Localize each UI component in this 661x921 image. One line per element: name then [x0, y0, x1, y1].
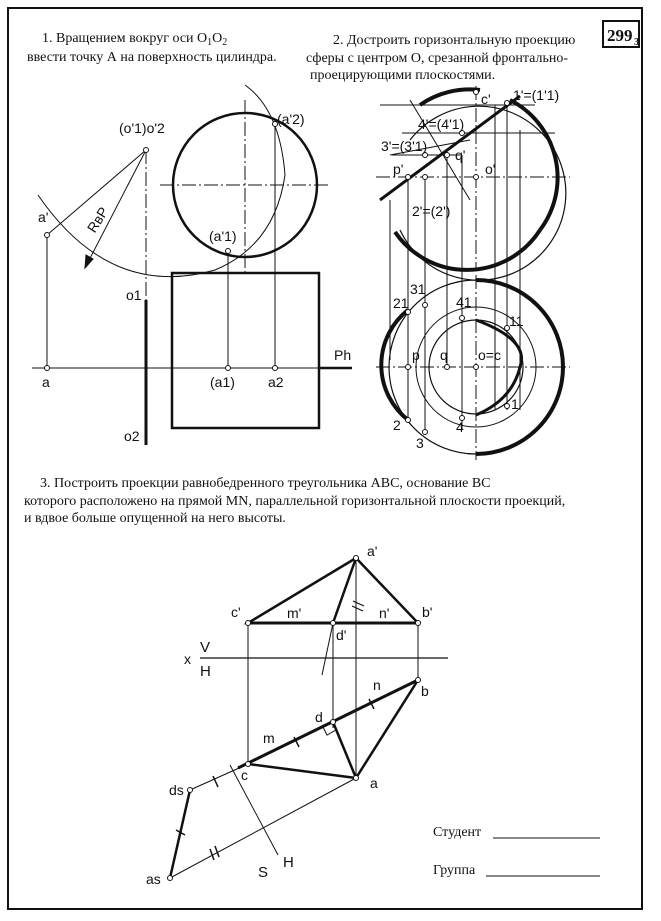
t1-point-a: [45, 366, 50, 371]
t1-label-o1o2: (o'1)o'2: [119, 120, 165, 136]
t2-label-o-prime: o': [485, 161, 496, 177]
t1-point-o2: [144, 148, 149, 153]
task2-title-line3: проецирующими плоскостями.: [310, 68, 496, 83]
t3-label-a: a: [370, 775, 378, 791]
t2-front-sphere-thick-right: [510, 100, 558, 230]
t2-pt-1-prime: [505, 101, 510, 106]
t2-label-4-prime: 4'=(4'1): [418, 116, 465, 132]
t3-label-ds: ds: [169, 782, 184, 798]
t3-label-d-prime: d': [336, 627, 347, 643]
t3-label-d: d: [315, 709, 323, 725]
t2-pt-p: [406, 365, 411, 370]
t3-label-c-prime: c': [231, 604, 241, 620]
t3-pt-a-prime: [354, 556, 359, 561]
t2-pt-p-prime: [406, 175, 411, 180]
t2-label-p-prime: p': [393, 161, 404, 177]
t3-plan-cb-side-a: [248, 764, 356, 778]
t3-pt-as: [168, 876, 173, 881]
t3-label-a-prime: a': [367, 543, 378, 559]
t3-pt-c: [246, 762, 251, 767]
t1-radius-arrow: [85, 255, 93, 268]
t2-label-11: 11: [509, 313, 524, 329]
t2-label-2-prime: 2'=(2'): [412, 203, 451, 219]
t1-label-a: a: [42, 374, 50, 390]
t3-pt-ds: [188, 788, 193, 793]
task3-title-line2: которого расположено на прямой MN, параллельной горизонтальной плоскости проекций,: [24, 494, 566, 509]
t3-tick-7: [353, 601, 364, 606]
t2-pt-1: [505, 404, 510, 409]
t1-label-a1: (a1): [210, 374, 235, 390]
t3-ds-as: [170, 790, 190, 878]
t1-label-o2: o2: [124, 428, 140, 444]
t1-label-radius: RвР: [83, 204, 112, 236]
t3-tick-8: [352, 606, 363, 611]
t2-label-q-prime: q': [455, 147, 466, 163]
task2-title-line2: сферы с центром О, срезанной фронтально-: [306, 51, 569, 66]
t1-point-a2: [273, 366, 278, 371]
t1-cylinder-rect: [172, 273, 319, 428]
t2-label-q: q: [440, 347, 448, 363]
t3-proj-d-ext: [322, 623, 333, 675]
t3-label-b-prime: b': [422, 604, 433, 620]
t2-pt-c-prime: [474, 90, 479, 95]
t3-label-h: H: [200, 663, 211, 680]
t2-pt-3: [423, 430, 428, 435]
t3-pt-d: [331, 720, 336, 725]
t1-label-a1-prime: (a'1): [209, 228, 237, 244]
t2-label-c-prime: c': [481, 91, 491, 107]
t1-label-o1: o1: [126, 287, 142, 303]
t3-label-m: m: [263, 730, 275, 746]
t3-label-b: b: [421, 683, 429, 699]
t3-label-as: as: [146, 871, 161, 887]
t2-label-1: 1: [511, 396, 519, 412]
task2-title-line1: 2. Достроить горизонтальную проекцию: [333, 33, 576, 48]
task1-drawing: [32, 85, 352, 445]
t1-point-a-prime: [45, 233, 50, 238]
t3-label-s: S: [258, 864, 269, 881]
t2-pt-2: [406, 418, 411, 423]
t2-label-2: 2: [393, 417, 401, 433]
t3-label-v: V: [200, 639, 211, 656]
sheet-number: 299: [607, 26, 633, 45]
t2-pt-31: [423, 303, 428, 308]
t2-label-3-prime: 3'=(3'1): [381, 138, 428, 154]
t3-as-a: [170, 778, 356, 878]
t3-pt-b-prime: [416, 621, 421, 626]
task3-title-line3: и вдвое больше опущенной на него высоты.: [24, 511, 286, 526]
t3-pt-d-prime: [331, 621, 336, 626]
t3-ds-c: [190, 764, 248, 790]
t3-front-triangle: [248, 558, 418, 623]
t3-right-angle: [323, 727, 336, 735]
t3-pt-a: [354, 776, 359, 781]
t2-pt-q-prime: [445, 153, 450, 158]
t3-pt-c-prime: [246, 621, 251, 626]
t2-label-p: p: [412, 347, 420, 363]
t2-front-sphere-thick-bottom: [395, 230, 540, 270]
t2-pt-o-prime: [474, 175, 479, 180]
task1-title-line1: 1. Вращением вокруг оси $O_1O_2$: [42, 31, 228, 48]
t1-label-ph: Ph: [334, 347, 352, 363]
t3-label-n: n: [373, 677, 381, 693]
t3-label-h2: H: [283, 854, 294, 871]
t2-label-1-prime: 1'=(1'1): [513, 87, 560, 103]
t2-pt-41: [460, 316, 465, 321]
t2-label-3: 3: [416, 435, 424, 451]
t2-pt-2-prime: [423, 175, 428, 180]
group-label: Группа: [433, 863, 476, 878]
task1-title-line2: ввести точку А на поверхность цилиндра.: [27, 50, 277, 65]
t3-label-c: c: [241, 767, 248, 783]
sheet-number-sub: 3: [634, 37, 639, 48]
t3-label-n-prime: n': [379, 605, 390, 621]
t2-label-31: 31: [410, 281, 426, 297]
t3-front-altitude: [333, 558, 356, 623]
t2-label-oc: o=c: [478, 347, 501, 363]
t2-label-41: 41: [456, 294, 472, 310]
t1-point-a1-prime: [226, 249, 231, 254]
t2-pt-oc: [474, 365, 479, 370]
task1-labels: [38, 111, 351, 444]
t3-label-x: x: [184, 651, 191, 667]
t2-pt-q: [445, 365, 450, 370]
t1-label-a2: a2: [268, 374, 284, 390]
t2-front-sphere-thick-top: [420, 89, 480, 105]
t2-label-21: 21: [393, 295, 409, 311]
t2-label-4: 4: [456, 419, 464, 435]
t3-label-m-prime: m': [287, 605, 302, 621]
t3-plan-da: [333, 722, 356, 778]
task3-drawing: [168, 556, 449, 881]
t1-label-a2-prime: (a'2): [277, 111, 305, 127]
student-label: Студент: [433, 825, 482, 840]
t3-pt-b: [416, 678, 421, 683]
footer: [433, 825, 600, 878]
task3-title-line1: 3. Построить проекции равнобедренного треугольника АВС, основание ВС: [40, 476, 491, 491]
t1-label-a-prime: a': [38, 209, 49, 225]
t2-plan-thick-arc-left: [381, 310, 408, 420]
t1-point-a1: [226, 366, 231, 371]
